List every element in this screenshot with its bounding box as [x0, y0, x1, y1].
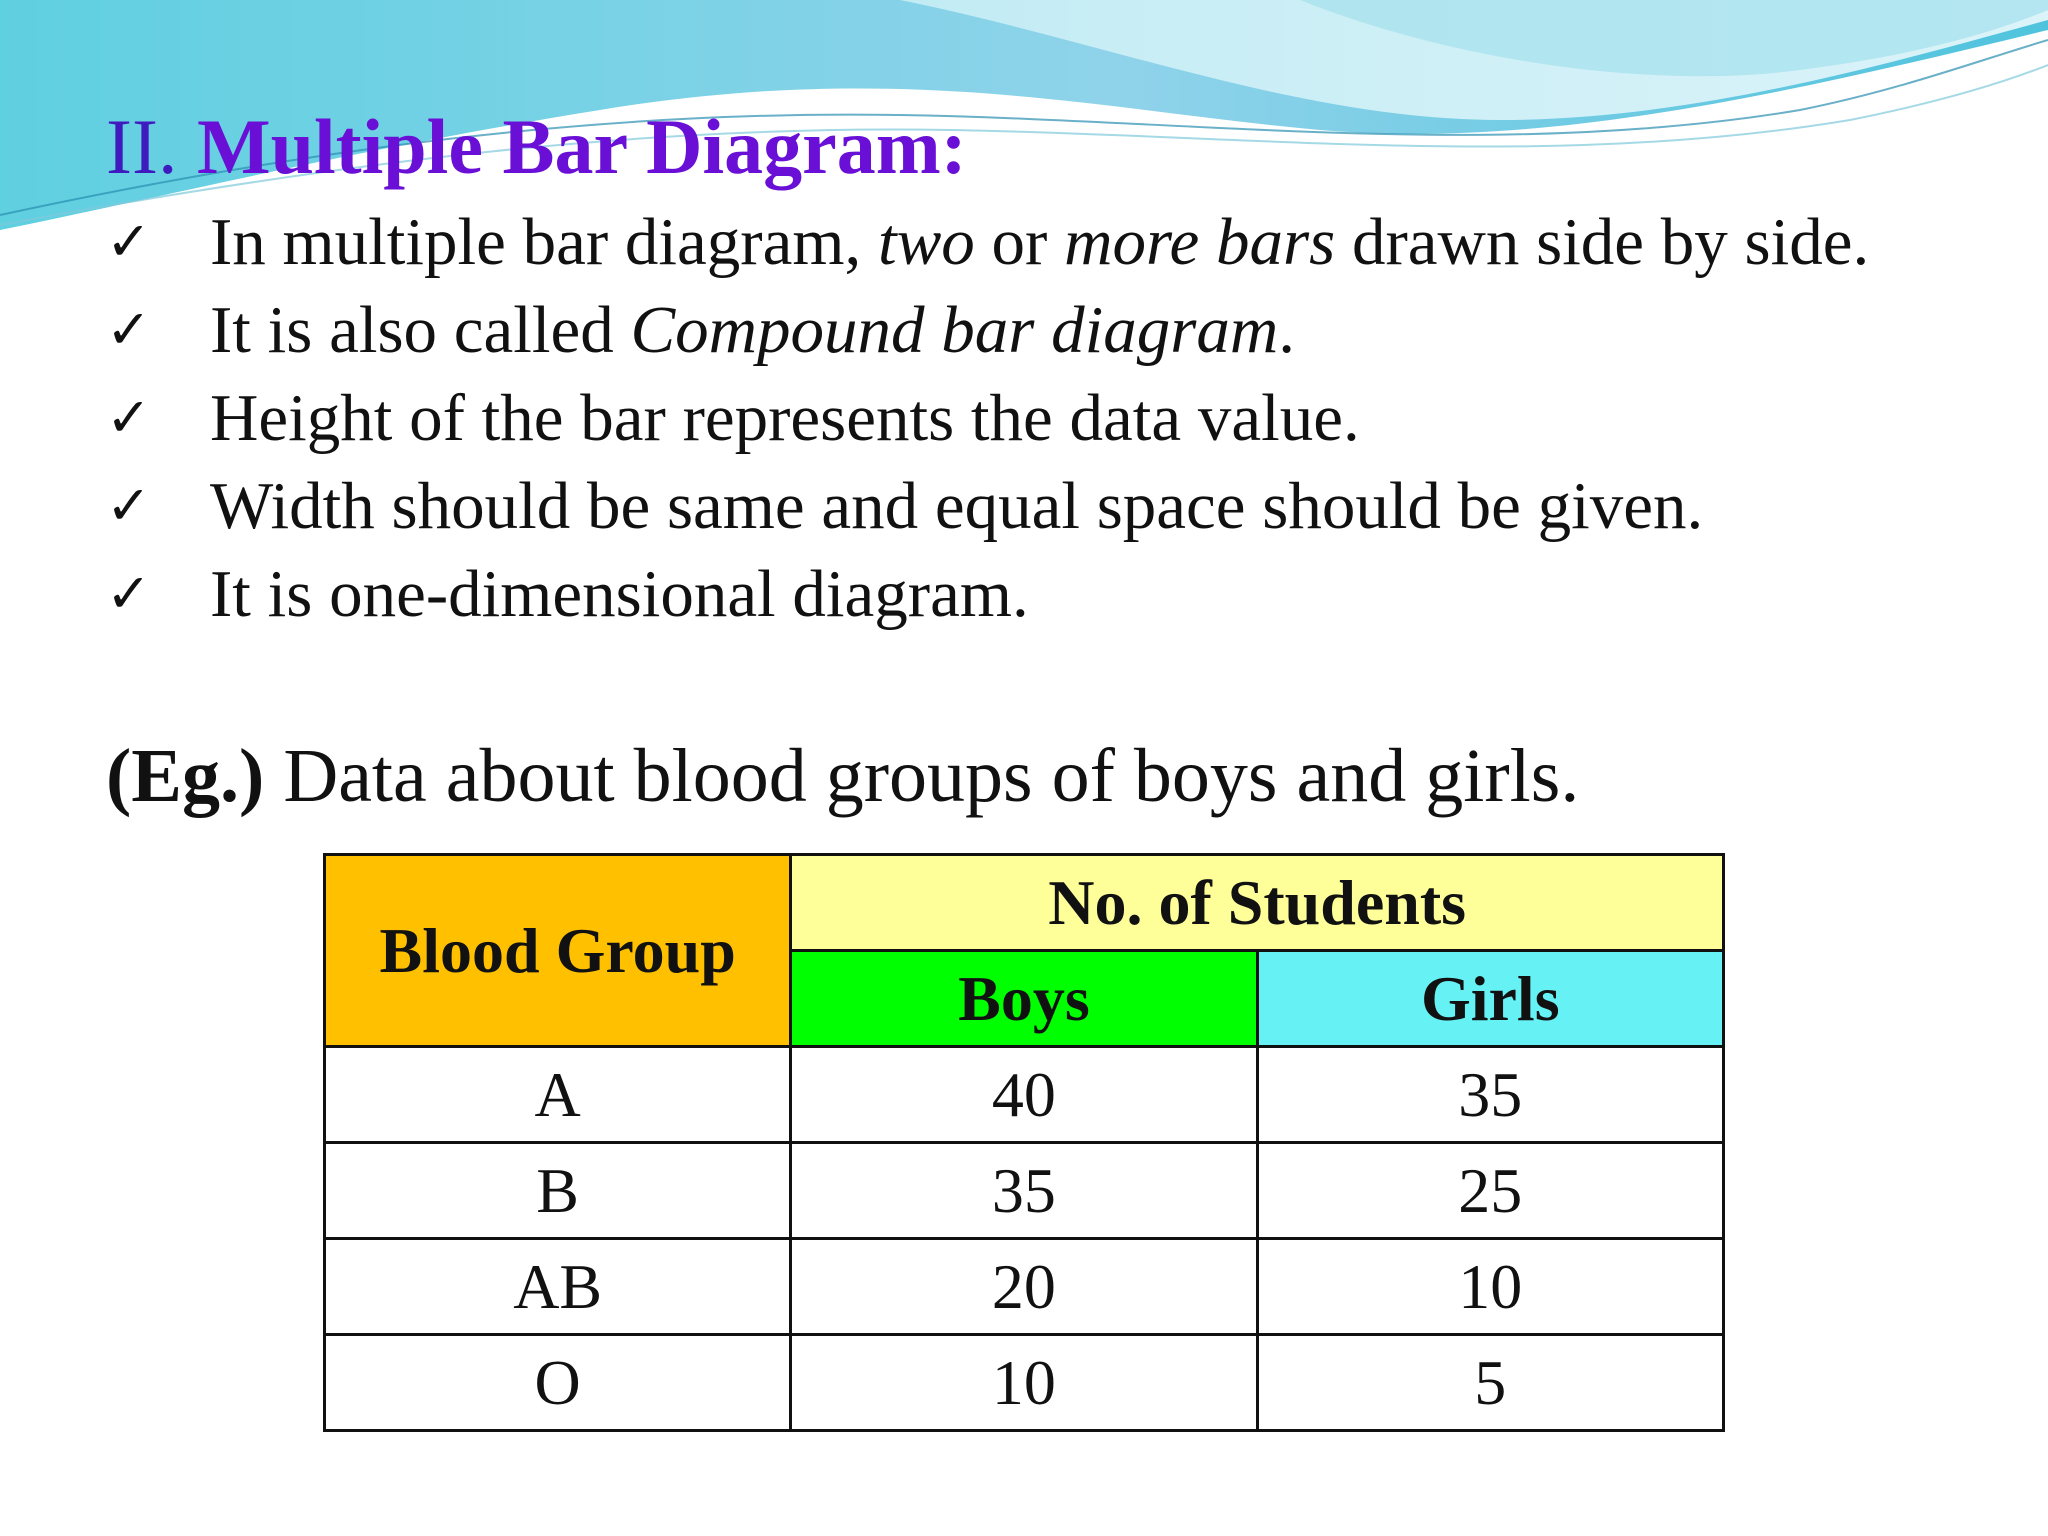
bullet-text: or	[974, 205, 1065, 279]
checkmark-icon: ✓	[106, 386, 152, 449]
cell-blood-group: B	[325, 1143, 791, 1239]
table-row	[325, 1047, 1724, 1143]
checkmark-icon: ✓	[106, 210, 152, 273]
slide-title	[106, 104, 967, 190]
header-blood-group: Blood Group	[325, 855, 791, 1047]
cell-boys: 10	[791, 1335, 1257, 1431]
table-row	[325, 1335, 1724, 1431]
title-text: Multiple Bar Diagram:	[196, 103, 967, 190]
bullet-text: In multiple bar diagram,	[210, 205, 878, 279]
bullet-text: .	[1278, 293, 1295, 367]
bullet-text: It is one-dimensional diagram.	[210, 557, 1029, 631]
bullet-text: drawn side by side.	[1335, 205, 1870, 279]
cell-girls: 10	[1257, 1239, 1723, 1335]
bullet-emphasis: Compound bar diagram	[630, 293, 1279, 367]
cell-blood-group: A	[325, 1047, 791, 1143]
bullet-item	[106, 374, 1986, 462]
cell-boys: 40	[791, 1047, 1257, 1143]
bullet-emphasis: two	[877, 205, 975, 279]
example-label: (Eg.)	[106, 734, 265, 818]
example-line	[106, 726, 1579, 826]
table-row	[325, 1143, 1724, 1239]
header-girls: Girls	[1257, 951, 1723, 1047]
bullet-item	[106, 198, 1986, 286]
table-header-row	[325, 855, 1724, 951]
bullet-item	[106, 286, 1986, 374]
bullet-item	[106, 550, 1986, 638]
table-row	[325, 1239, 1724, 1335]
cell-girls: 25	[1257, 1143, 1723, 1239]
bullet-text: Height of the bar represents the data value.	[210, 381, 1360, 455]
title-roman-numeral: II.	[106, 103, 178, 190]
header-no-of-students: No. of Students	[791, 855, 1724, 951]
cell-girls: 5	[1257, 1335, 1723, 1431]
example-text: Data about blood groups of boys and girls.	[264, 734, 1580, 818]
cell-girls: 35	[1257, 1047, 1723, 1143]
bullet-emphasis: more bars	[1064, 205, 1336, 279]
blood-group-table	[323, 853, 1725, 1432]
cell-boys: 20	[791, 1239, 1257, 1335]
checkmark-icon: ✓	[106, 298, 152, 361]
header-boys: Boys	[791, 951, 1257, 1047]
cell-blood-group: O	[325, 1335, 791, 1431]
checkmark-icon: ✓	[106, 562, 152, 625]
bullet-item	[106, 462, 1986, 550]
bullet-text: Width should be same and equal space should be given.	[210, 469, 1704, 543]
cell-boys: 35	[791, 1143, 1257, 1239]
cell-blood-group: AB	[325, 1239, 791, 1335]
bullet-text: It is also called	[210, 293, 631, 367]
checkmark-icon: ✓	[106, 474, 152, 537]
bullet-list	[106, 198, 1986, 638]
